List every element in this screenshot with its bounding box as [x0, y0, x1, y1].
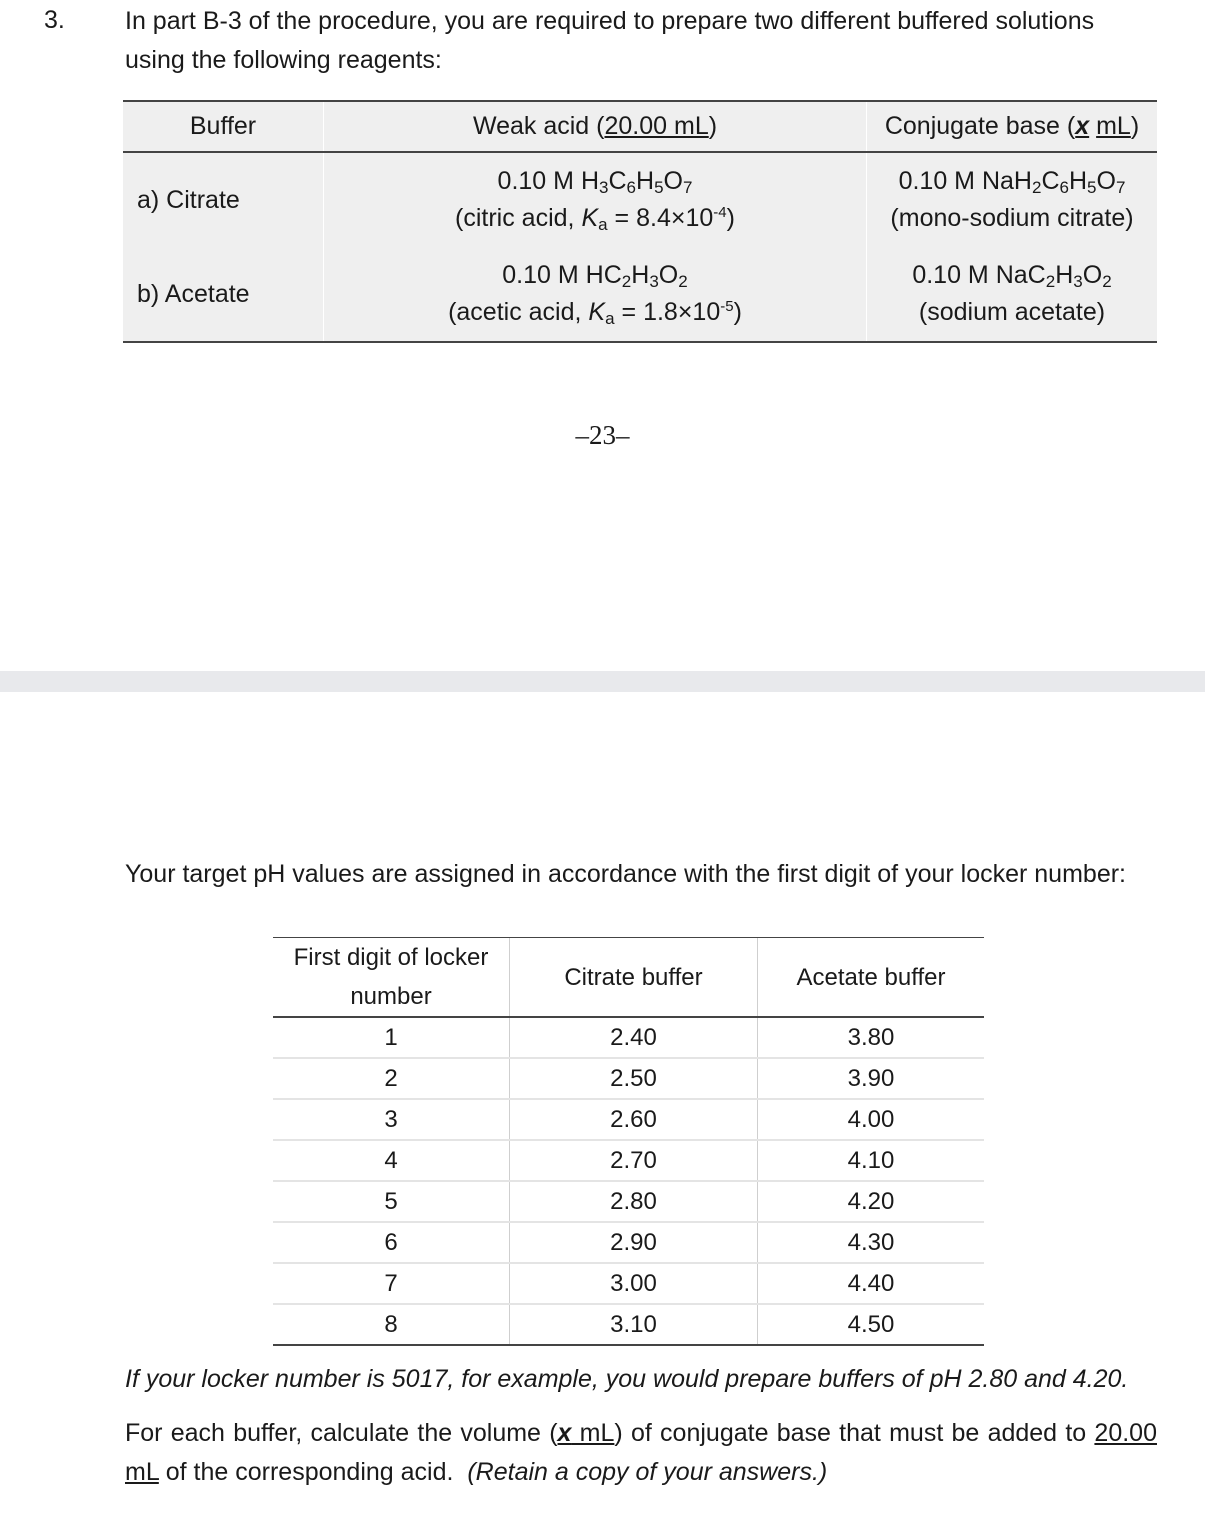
acetate-ph-cell: 4.30 — [758, 1222, 985, 1263]
citrate-ph-cell: 2.80 — [510, 1181, 758, 1222]
locker-digit-cell: 8 — [273, 1304, 510, 1345]
ph-table-body — [273, 1017, 984, 1345]
header-buffer: Buffer — [123, 101, 324, 152]
header-weak-acid-volume: 20.00 mL — [604, 112, 709, 140]
citrate-ph-cell: 3.10 — [510, 1304, 758, 1345]
citrate-ph-cell: 2.60 — [510, 1099, 758, 1140]
acetate-ph-cell: 3.80 — [758, 1017, 985, 1058]
ph-table — [273, 937, 984, 1346]
locker-digit-cell: 3 — [273, 1099, 510, 1140]
table-row — [273, 1304, 984, 1345]
acid-name: acetic acid — [456, 298, 575, 326]
acetate-ph-cell: 4.40 — [758, 1263, 985, 1304]
locker-digit-cell: 6 — [273, 1222, 510, 1263]
page-number: –23– — [575, 420, 630, 450]
base-concentration: 0.10 M — [912, 261, 989, 289]
header-weak-acid: Weak acid (20.00 mL) — [324, 101, 867, 152]
citrate-ph-cell: 3.00 — [510, 1263, 758, 1304]
ka-exponent: -5 — [720, 298, 734, 315]
header-conjugate-base: Conjugate base (x mL) — [867, 101, 1158, 152]
buffer-name: a) Citrate — [137, 185, 240, 214]
assignment-text: Your target pH values are assigned in accordance with the first digit of your locker number: — [125, 860, 1126, 888]
citrate-ph-cell: 2.90 — [510, 1222, 758, 1263]
task-part1: For each buffer, calculate the volume ( — [125, 1419, 558, 1447]
header-conj-base-label: Conjugate base — [884, 112, 1060, 140]
acetate-ph-cell: 4.00 — [758, 1099, 985, 1140]
weak-acid-cell: 0.10 M $H_3C_6H_5O_7$ (citric acid, $K_a = 8.4\times 10^{-4}$) — [324, 152, 867, 247]
table-row — [273, 1140, 984, 1181]
reagent-table — [123, 100, 1157, 343]
weak-acid-cell: 0.10 M $HC_2H_3O_2$ (acetic acid, $K_a = 1.8\times 10^{-5}$) — [324, 247, 867, 342]
header-citrate: Citrate buffer — [510, 938, 758, 1018]
table-row — [123, 152, 1157, 247]
acid-concentration: 0.10 M — [502, 261, 579, 289]
base-name: (sodium acetate) — [918, 298, 1106, 326]
table-row — [123, 247, 1157, 342]
table-row — [273, 1181, 984, 1222]
acetate-ph-cell: 3.90 — [758, 1058, 985, 1099]
base-formula: $NaH_2C_6H_5O_7$ — [981, 167, 1126, 197]
table-row — [273, 1058, 984, 1099]
acid-formula: $HC_2H_3O_2$ — [585, 261, 688, 291]
acetate-ph-cell: 4.50 — [758, 1304, 985, 1345]
citrate-ph-cell: 2.70 — [510, 1140, 758, 1181]
acetate-ph-cell: 4.10 — [758, 1140, 985, 1181]
conjugate-base-cell — [867, 247, 1158, 342]
acid-concentration: 0.10 M — [497, 167, 574, 195]
table-row — [273, 1222, 984, 1263]
task-part2: ) of conjugate base that must be added to — [614, 1419, 1095, 1447]
acid-name: citric acid — [463, 204, 568, 232]
ph-table-header — [273, 938, 984, 1018]
table-row — [273, 1263, 984, 1304]
locker-digit-cell: 7 — [273, 1263, 510, 1304]
header-weak-acid-label: Weak acid — [472, 112, 590, 140]
buffer-name: b) Acetate — [123, 247, 324, 342]
acid-formula: $H_3C_6H_5O_7$ — [580, 167, 693, 197]
locker-digit-cell: 4 — [273, 1140, 510, 1181]
reagent-table-header — [123, 101, 1157, 152]
ka-exponent: -4 — [713, 204, 727, 221]
ka-mantissa: 8.4×10 — [636, 204, 714, 232]
locker-digit-cell: 1 — [273, 1017, 510, 1058]
locker-digit-cell: 2 — [273, 1058, 510, 1099]
example-text: If your locker number is 5017, for example, you would prepare buffers of pH 2.80 and 4.20. — [125, 1365, 1129, 1393]
table-row — [273, 1017, 984, 1058]
base-name: (mono-sodium citrate) — [890, 204, 1134, 232]
task-text: For each buffer, calculate the volume (x mL) of conjugate base that must be added to 20.00 mL of the corresponding acid. (Retain a copy of your answers.) — [125, 1419, 1157, 1486]
header-locker-digit: First digit of locker number — [273, 938, 510, 1018]
base-concentration: 0.10 M — [898, 167, 975, 195]
task-part3: of the corresponding acid. — [158, 1458, 454, 1486]
table-row — [273, 1099, 984, 1140]
question-number: 3. — [44, 6, 65, 34]
citrate-ph-cell: 2.40 — [510, 1017, 758, 1058]
conjugate-base-cell — [867, 152, 1158, 247]
header-acetate: Acetate buffer — [758, 938, 985, 1018]
base-formula: $NaC_2H_3O_2$ — [995, 261, 1112, 291]
header-conj-base-x: x — [1075, 112, 1090, 140]
page-divider — [0, 671, 1205, 692]
ka-mantissa: 1.8×10 — [643, 298, 721, 326]
question-intro: In part B-3 of the procedure, you are required to prepare two different buffered solutions using the following reagents: — [125, 7, 1095, 74]
locker-digit-cell: 5 — [273, 1181, 510, 1222]
task-volume: 20.00 mL — [125, 1419, 1157, 1486]
task-note: (Retain a copy of your answers.) — [467, 1458, 828, 1486]
citrate-ph-cell: 2.50 — [510, 1058, 758, 1099]
header-conj-base-unit: mL — [1096, 112, 1131, 140]
acetate-ph-cell: 4.20 — [758, 1181, 985, 1222]
